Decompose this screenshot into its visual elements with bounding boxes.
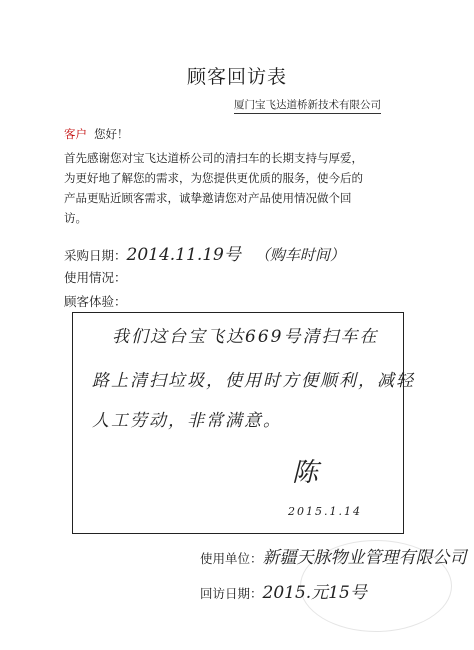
form-title: 顾客回访表	[186, 66, 287, 88]
purchase-date-value: 2014.11.19号	[126, 245, 241, 265]
intro-line: 访。	[64, 211, 87, 225]
visit-date-value: 2015.元15号	[262, 583, 367, 603]
experience-label: 顾客体验：	[64, 294, 127, 309]
experience-line: 人工劳动，非常满意。	[92, 411, 282, 431]
greeting-label: 客户	[64, 127, 87, 141]
intro-line: 首先感谢您对宝飞达道桥公司的清扫车的长期支持与厚爱，	[64, 151, 363, 165]
visit-date-label: 回访日期：	[200, 586, 263, 601]
experience-line: 我们这台宝飞达669号清扫车在	[112, 327, 379, 347]
purchase-date-note: （购车时间）	[254, 246, 345, 264]
greeting	[64, 126, 129, 142]
intro-paragraph	[64, 148, 404, 228]
usage-label: 使用情况：	[64, 270, 127, 285]
purchase-date-label: 采购日期：	[64, 248, 127, 263]
purchase-date-row	[64, 240, 345, 265]
customer-signature: 陈	[292, 458, 319, 488]
company-name: 厦门宝飞达道桥新技术有限公司	[234, 97, 381, 114]
user-unit-label: 使用单位：	[200, 551, 263, 566]
intro-line: 为更好地了解您的需求，为您提供更优质的服务，使今后的	[64, 171, 363, 185]
user-unit-row	[200, 543, 467, 568]
intro-line: 产品更贴近顾客需求，诚挚邀请您对产品使用情况做个回	[64, 191, 352, 205]
experience-line: 路上清扫垃圾，使用时方便顺利，减轻	[92, 371, 415, 391]
greeting-text: 您好！	[94, 127, 129, 141]
visit-date-row	[200, 578, 367, 603]
user-unit-value: 新疆天脉物业管理有限公司	[262, 548, 467, 568]
signature-date: 2015.1.14	[288, 505, 362, 518]
